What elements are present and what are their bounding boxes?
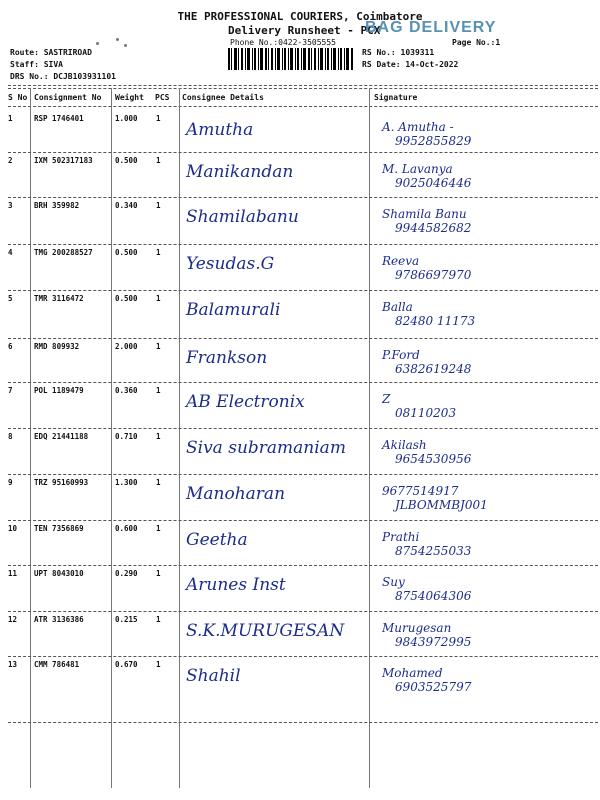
row-sno: 3 [8,201,13,210]
row-sno: 4 [8,248,13,257]
signature-handwritten: Reeva [382,254,420,268]
col-signature: Signature [374,93,418,102]
row-pcs: 1 [156,201,161,210]
signature-handwritten: Mohamed [382,666,443,680]
row-pcs: 1 [156,248,161,257]
signature-handwritten: 9677514917 [382,484,459,498]
row-divider [8,611,598,612]
signature-handwritten: Suy [382,575,405,589]
col-weight: Weight [115,93,144,102]
drs-number: DRS No.: DCJB103931101 [10,72,116,81]
barcode [228,48,354,70]
row-weight: 1.000 [115,114,138,123]
row-pcs: 1 [156,569,161,578]
row-sno: 7 [8,386,13,395]
row-weight: 0.340 [115,201,138,210]
row-pcs: 1 [156,660,161,669]
row-weight: 1.300 [115,478,138,487]
signature-phone-handwritten: 9654530956 [395,452,472,466]
row-sno: 2 [8,156,13,165]
row-sno: 5 [8,294,13,303]
signature-handwritten: Prathi [382,530,420,544]
consignee-name-handwritten: Amutha [186,120,254,140]
row-pcs: 1 [156,432,161,441]
row-consignment: POL 1189479 [34,386,84,395]
row-pcs: 1 [156,615,161,624]
row-sno: 13 [8,660,18,669]
consignee-name-handwritten: Yesudas.G [186,254,275,274]
row-consignment: BRH 359982 [34,201,80,210]
row-sno: 1 [8,114,13,123]
row-sno: 9 [8,478,13,487]
signature-handwritten: Z [382,392,391,406]
speck [116,38,119,41]
header-divider [8,106,598,107]
row-sno: 10 [8,524,18,533]
consignee-name-handwritten: Siva subramaniam [186,438,346,458]
row-pcs: 1 [156,114,161,123]
consignee-name-handwritten: Frankson [186,348,268,368]
row-pcs: 1 [156,342,161,351]
column-line [179,88,180,788]
consignee-name-handwritten: Balamurali [186,300,281,320]
row-weight: 0.670 [115,660,138,669]
header-divider [8,88,598,89]
row-pcs: 1 [156,524,161,533]
row-divider [8,197,598,198]
row-pcs: 1 [156,386,161,395]
signature-phone-handwritten: 6903525797 [395,680,472,694]
row-weight: 0.360 [115,386,138,395]
signature-phone-handwritten: 9025046446 [395,176,472,190]
col-pcs: PCS [155,93,170,102]
row-divider [8,428,598,429]
col-consignee: Consignee Details [182,93,264,102]
consignee-name-handwritten: Manoharan [186,484,286,504]
row-consignment: RMD 809932 [34,342,80,351]
row-consignment: ATR 3136386 [34,615,84,624]
signature-handwritten: Shamila Banu [382,207,467,221]
row-sno: 12 [8,615,18,624]
signature-handwritten: A. Amutha - [382,120,454,134]
bag-delivery-stamp: BAG DELIVERY [365,19,497,36]
row-consignment: TRZ 95160993 [34,478,89,487]
signature-phone-handwritten: 9843972995 [395,635,472,649]
signature-phone-handwritten: 8754064306 [395,589,472,603]
signature-handwritten: Balla [382,300,413,314]
row-divider [8,656,598,657]
row-divider [8,382,598,383]
header-divider [8,85,598,86]
rs-date: RS Date: 14-Oct-2022 [362,60,459,69]
consignee-name-handwritten: Manikandan [186,162,294,182]
row-weight: 0.600 [115,524,138,533]
page-number: Page No.:1 [452,38,501,47]
row-sno: 6 [8,342,13,351]
row-divider [8,244,598,245]
row-weight: 0.500 [115,248,138,257]
row-consignment: TMR 3116472 [34,294,84,303]
row-pcs: 1 [156,156,161,165]
speck [96,42,99,45]
row-pcs: 1 [156,294,161,303]
route: Route: SASTRIROAD [10,48,92,57]
row-weight: 0.290 [115,569,138,578]
column-line [369,88,370,788]
row-sno: 11 [8,569,18,578]
row-weight: 2.000 [115,342,138,351]
row-pcs: 1 [156,478,161,487]
row-consignment: TEN 7356869 [34,524,84,533]
row-divider [8,565,598,566]
signature-phone-handwritten: 9786697970 [395,268,472,282]
signature-handwritten: P.Ford [382,348,420,362]
row-consignment: EDQ 21441188 [34,432,89,441]
row-consignment: TMG 200288527 [34,248,93,257]
consignee-name-handwritten: Shahil [186,666,241,686]
signature-phone-handwritten: JLBOMMBJ001 [395,498,488,512]
row-divider [8,290,598,291]
row-weight: 0.710 [115,432,138,441]
signature-phone-handwritten: 9944582682 [395,221,472,235]
row-divider [8,520,598,521]
row-consignment: IXM 502317183 [34,156,93,165]
consignee-name-handwritten: S.K.MURUGESAN [186,621,345,641]
column-line [111,88,112,788]
row-divider [8,338,598,339]
signature-handwritten: Murugesan [382,621,452,635]
consignee-name-handwritten: Arunes Inst [186,575,286,595]
row-consignment: UPT 8043010 [34,569,84,578]
runsheet-title: Delivery Runsheet - PCX [228,24,381,37]
row-weight: 0.215 [115,615,138,624]
row-consignment: RSP 1746401 [34,114,84,123]
signature-handwritten: M. Lavanya [382,162,453,176]
column-line [30,88,31,788]
row-divider [8,722,598,723]
company-title: THE PROFESSIONAL COURIERS, Coimbatore [177,10,423,23]
phone-number: Phone No.:0422-3505555 [230,38,336,47]
signature-phone-handwritten: 9952855829 [395,134,472,148]
consignee-name-handwritten: Geetha [186,530,248,550]
col-sno: S No [8,93,28,102]
signature-handwritten: Akilash [382,438,427,452]
row-divider [8,152,598,153]
signature-phone-handwritten: 82480 11173 [395,314,476,328]
speck [124,44,127,47]
row-divider [8,474,598,475]
staff: Staff: SIVA [10,60,63,69]
row-consignment: CMM 786481 [34,660,80,669]
signature-phone-handwritten: 6382619248 [395,362,472,376]
consignee-name-handwritten: Shamilabanu [186,207,299,227]
rs-number: RS No.: 1039311 [362,48,435,57]
consignee-name-handwritten: AB Electronix [186,392,305,412]
signature-phone-handwritten: 8754255033 [395,544,472,558]
row-weight: 0.500 [115,294,138,303]
row-sno: 8 [8,432,13,441]
col-consignment: Consignment No [34,93,102,102]
row-weight: 0.500 [115,156,138,165]
signature-phone-handwritten: 08110203 [395,406,457,420]
